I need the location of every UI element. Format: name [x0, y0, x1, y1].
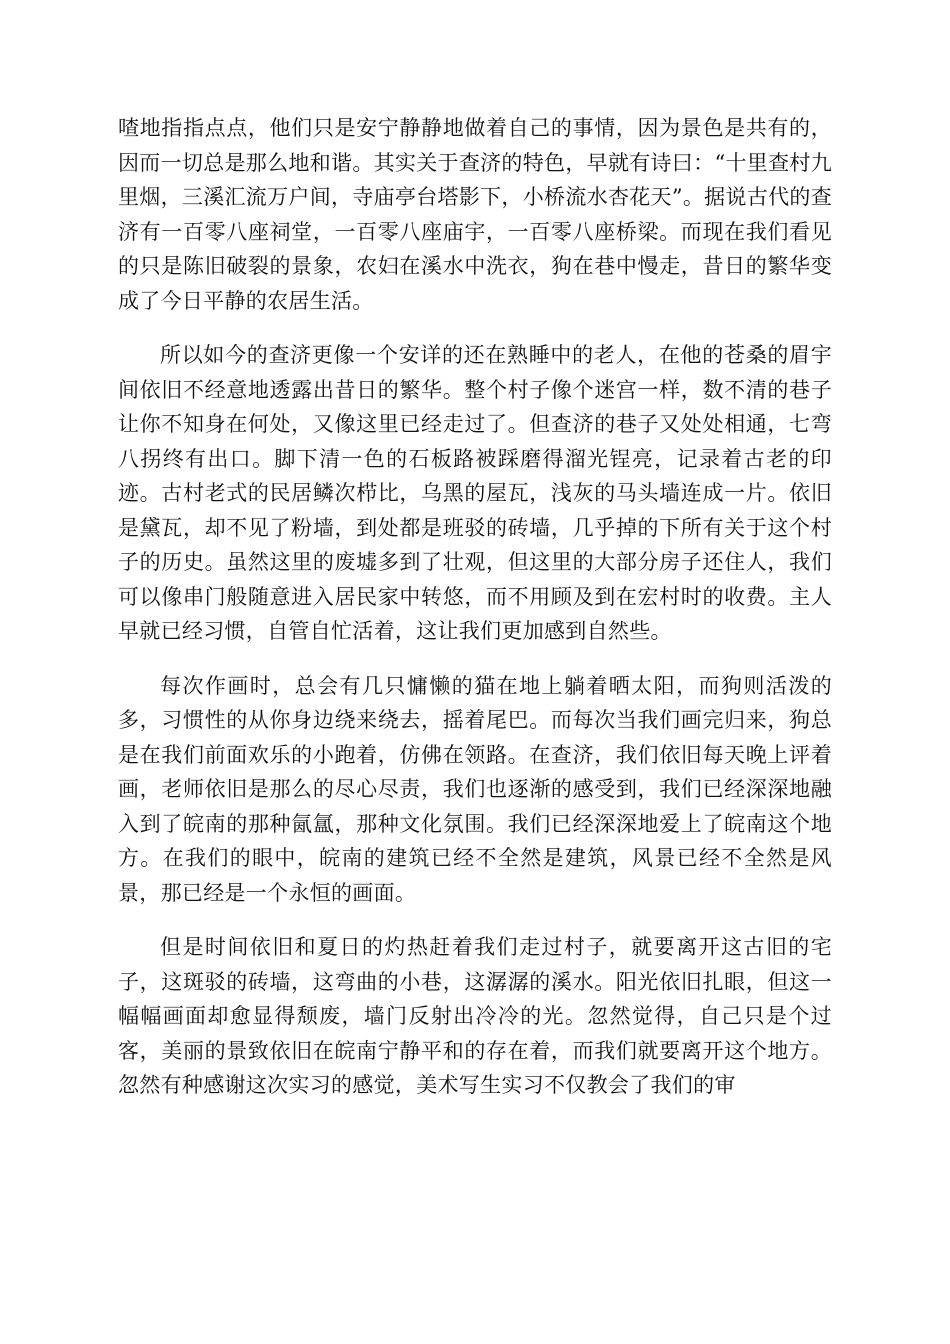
paragraph-2: 所以如今的查济更像一个安详的还在熟睡中的老人，在他的苍桑的眉宇间依旧不经意地透露出昔日的繁华。整个村子像个迷宫一样，数不清的巷子让你不知身在何处，又像这里已经走过了。但查济的巷子又处处相通，七弯八拐终有出口。脚下清一色的石板路被踩磨得溜光锃亮，记录着古老的印迹。古村老式的民居鳞次栉比，乌黑的屋瓦，浅灰的马头墙连成一片。依旧是黛瓦，却不见了粉墙，到处都是班驳的砖墙，几乎掉的下所有关于这个村子的历史。虽然这里的废墟多到了壮观，但这里的大部分房子还住人，我们可以像串门般随意进入居民家中转悠，而不用顾及到在宏村时的收费。主人早就已经习惯，自管自忙活着，这让我们更加感到自然些。 [118, 343, 832, 643]
paragraph-4: 但是时间依旧和夏日的灼热赶着我们走过村子，就要离开这古旧的宅子，这斑驳的砖墙，这弯曲的小巷，这潺潺的溪水。阳光依旧扎眼，但这一幅幅画面却愈显得颓废，墙门反射出冷冷的光。忽然觉得，自己只是个过客，美丽的景致依旧在皖南宁静平和的存在着，而我们就要离开这个地方。忽然有种感谢这次实习的感觉，美术写生实习不仅教会了我们的审 [118, 935, 832, 1097]
paragraph-3: 每次作画时，总会有几只慵懒的猫在地上躺着晒太阳，而狗则活泼的多，习惯性的从你身边绕来绕去，摇着尾巴。而每次当我们画完归来，狗总是在我们前面欢乐的小跑着，仿佛在领路。在查济，我们依旧每天晚上评着画，老师依旧是那么的尽心尽责，我们也逐渐的感受到，我们已经深深地融入到了皖南的那种氤氲，那种文化氛围。我们已经深深地爱上了皖南这个地方。在我们的眼中，皖南的建筑已经不全然是建筑，风景已经不全然是风景，那已经是一个永恒的画面。 [118, 673, 832, 905]
document-page [118, 111, 832, 1123]
paragraph-1: 喳地指指点点，他们只是安宁静静地做着自己的事情，因为景色是共有的，因而一切总是那么地和谐。其实关于查济的特色，早就有诗曰：“十里查村九里烟，三溪汇流万户间，寺庙亭台塔影下，小桥流水杏花天”。据说古代的查济有一百零八座祠堂，一百零八座庙宇，一百零八座桥梁。而现在我们看见的只是陈旧破裂的景象，农妇在溪水中洗衣，狗在巷中慢走，昔日的繁华变成了今日平静的农居生活。 [118, 116, 832, 313]
